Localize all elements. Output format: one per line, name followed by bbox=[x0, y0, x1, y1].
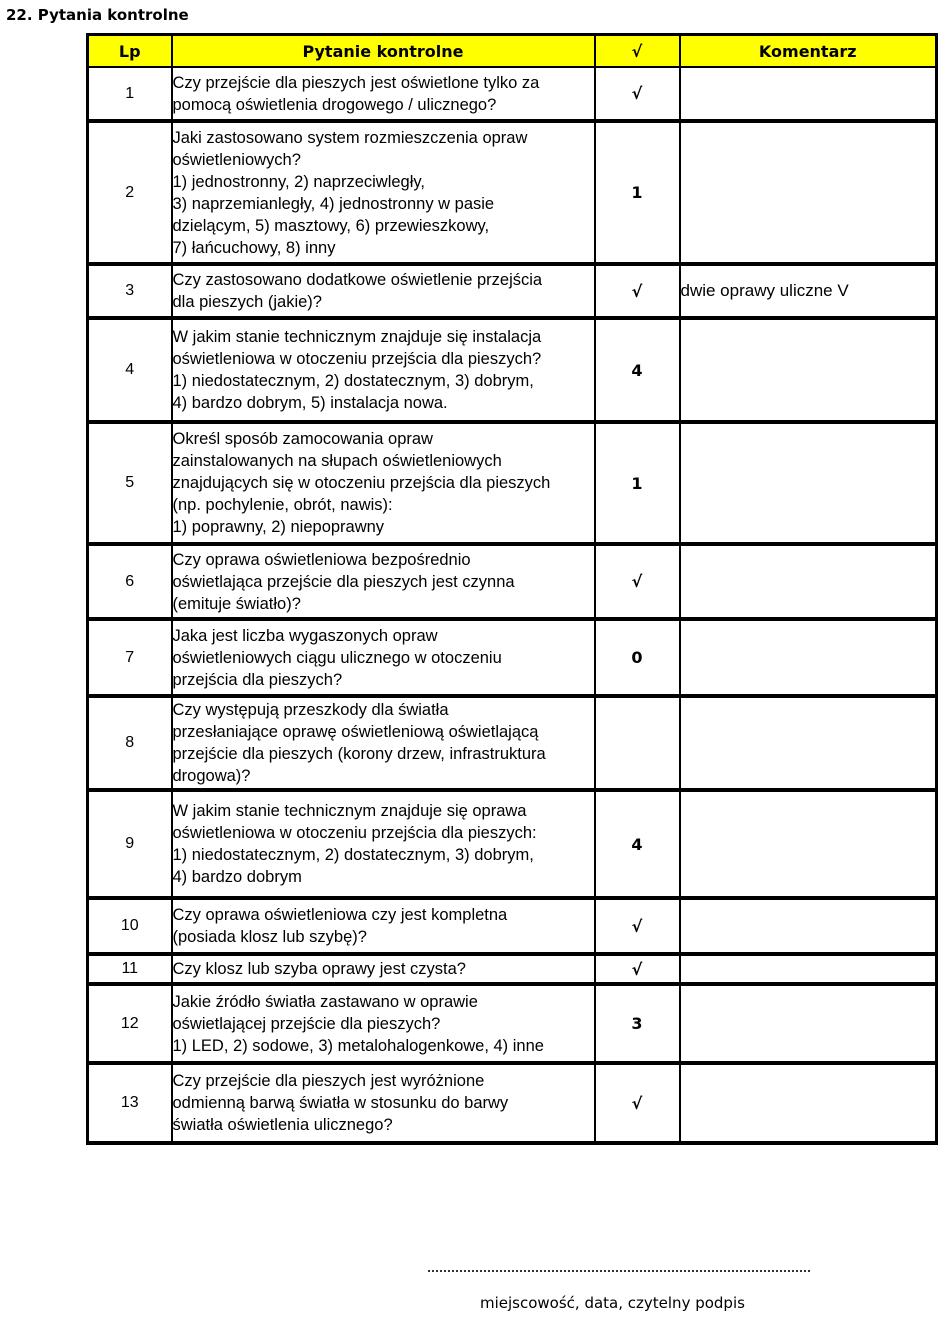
answer-cell: √ bbox=[595, 544, 680, 619]
answer-cell: 1 bbox=[595, 422, 680, 544]
row-number: 1 bbox=[88, 67, 172, 121]
table-row bbox=[88, 264, 937, 318]
answer-cell: √ bbox=[595, 264, 680, 318]
row-number: 10 bbox=[88, 898, 172, 954]
question-text: Czy oprawa oświetleniowa czy jest kompletna (posiada klosz lub szybę)? bbox=[172, 898, 595, 954]
comment-cell bbox=[680, 422, 937, 544]
question-text: Jaka jest liczba wygaszonych opraw oświetleniowych ciągu ulicznego w otoczeniu przejścia dla pieszych? bbox=[172, 619, 595, 696]
header-question: Pytanie kontrolne bbox=[172, 35, 595, 68]
header-comment: Komentarz bbox=[680, 35, 937, 68]
question-text: Czy przejście dla pieszych jest wyróżnione odmienną barwą światła w stosunku do barwy światła oświetlenia ulicznego? bbox=[172, 1063, 595, 1143]
question-text: Określ sposób zamocowania opraw zainstalowanych na słupach oświetleniowych znajdujących się w otoczeniu przejścia dla pieszych (np. pochylenie, obrót, nawis): 1) poprawny, 2) niepoprawny bbox=[172, 422, 595, 544]
question-text: Czy klosz lub szyba oprawy jest czysta? bbox=[172, 954, 595, 984]
answer-cell: √ bbox=[595, 898, 680, 954]
question-text: Czy zastosowano dodatkowe oświetlenie przejścia dla pieszych (jakie)? bbox=[172, 264, 595, 318]
comment-cell bbox=[680, 121, 937, 264]
header-lp: Lp bbox=[88, 35, 172, 68]
row-number: 2 bbox=[88, 121, 172, 264]
row-number: 4 bbox=[88, 318, 172, 422]
comment-cell bbox=[680, 898, 937, 954]
header-check: √ bbox=[595, 35, 680, 68]
question-text: W jakim stanie technicznym znajduje się instalacja oświetleniowa w otoczeniu przejścia dla pieszych? 1) niedostatecznym, 2) dostatecznym, 3) dobrym, 4) bardzo dobrym, 5) instalacja nowa. bbox=[172, 318, 595, 422]
control-questions-table bbox=[86, 33, 938, 1145]
row-number: 3 bbox=[88, 264, 172, 318]
comment-cell bbox=[680, 984, 937, 1063]
table-row bbox=[88, 121, 937, 264]
question-text: Czy oprawa oświetleniowa bezpośrednio oświetlająca przejście dla pieszych jest czynna (emituje światło)? bbox=[172, 544, 595, 619]
answer-cell: 3 bbox=[595, 984, 680, 1063]
row-number: 7 bbox=[88, 619, 172, 696]
answer-cell bbox=[595, 696, 680, 790]
row-number: 5 bbox=[88, 422, 172, 544]
row-number: 11 bbox=[88, 954, 172, 984]
signature-line bbox=[428, 1270, 810, 1272]
section-title: 22. Pytania kontrolne bbox=[6, 6, 189, 24]
table-row bbox=[88, 422, 937, 544]
question-text: Jaki zastosowano system rozmieszczenia opraw oświetleniowych? 1) jednostronny, 2) naprzeciwległy, 3) naprzemianległy, 4) jednostronny w pasie dzielącym, 5) masztowy, 6) przewieszkowy, 7) łańcuchowy, 8) inny bbox=[172, 121, 595, 264]
answer-cell: 4 bbox=[595, 790, 680, 898]
row-number: 12 bbox=[88, 984, 172, 1063]
comment-cell bbox=[680, 619, 937, 696]
table-row bbox=[88, 984, 937, 1063]
table-row bbox=[88, 67, 937, 121]
answer-cell: 4 bbox=[595, 318, 680, 422]
answer-cell: 0 bbox=[595, 619, 680, 696]
comment-cell bbox=[680, 1063, 937, 1143]
row-number: 8 bbox=[88, 696, 172, 790]
comment-cell bbox=[680, 790, 937, 898]
table-row bbox=[88, 790, 937, 898]
table-row bbox=[88, 954, 937, 984]
table-header-row bbox=[88, 35, 937, 68]
question-text: Jakie źródło światła zastawano w oprawie oświetlającej przejście dla pieszych? 1) LED, 2) sodowe, 3) metalohalogenkowe, 4) inne bbox=[172, 984, 595, 1063]
table-row bbox=[88, 619, 937, 696]
table-row bbox=[88, 1063, 937, 1143]
signature-caption: miejscowość, data, czytelny podpis bbox=[480, 1294, 745, 1312]
question-text: Czy przejście dla pieszych jest oświetlone tylko za pomocą oświetlenia drogowego / ulicznego? bbox=[172, 67, 595, 121]
table-row bbox=[88, 318, 937, 422]
answer-cell: √ bbox=[595, 1063, 680, 1143]
table-row bbox=[88, 898, 937, 954]
table-row bbox=[88, 544, 937, 619]
row-number: 6 bbox=[88, 544, 172, 619]
row-number: 13 bbox=[88, 1063, 172, 1143]
comment-cell bbox=[680, 318, 937, 422]
question-text: Czy występują przeszkody dla światła przesłaniające oprawę oświetleniową oświetlającą przejście dla pieszych (korony drzew, infrastruktura drogowa)? bbox=[172, 696, 595, 790]
answer-cell: √ bbox=[595, 954, 680, 984]
comment-cell bbox=[680, 544, 937, 619]
row-number: 9 bbox=[88, 790, 172, 898]
table-row bbox=[88, 696, 937, 790]
answer-cell: 1 bbox=[595, 121, 680, 264]
question-text: W jakim stanie technicznym znajduje się oprawa oświetleniowa w otoczeniu przejścia dla pieszych: 1) niedostatecznym, 2) dostatecznym, 3) dobrym, 4) bardzo dobrym bbox=[172, 790, 595, 898]
answer-cell: √ bbox=[595, 67, 680, 121]
comment-cell bbox=[680, 954, 937, 984]
comment-cell bbox=[680, 696, 937, 790]
comment-cell bbox=[680, 67, 937, 121]
comment-cell: dwie oprawy uliczne V bbox=[680, 264, 937, 318]
